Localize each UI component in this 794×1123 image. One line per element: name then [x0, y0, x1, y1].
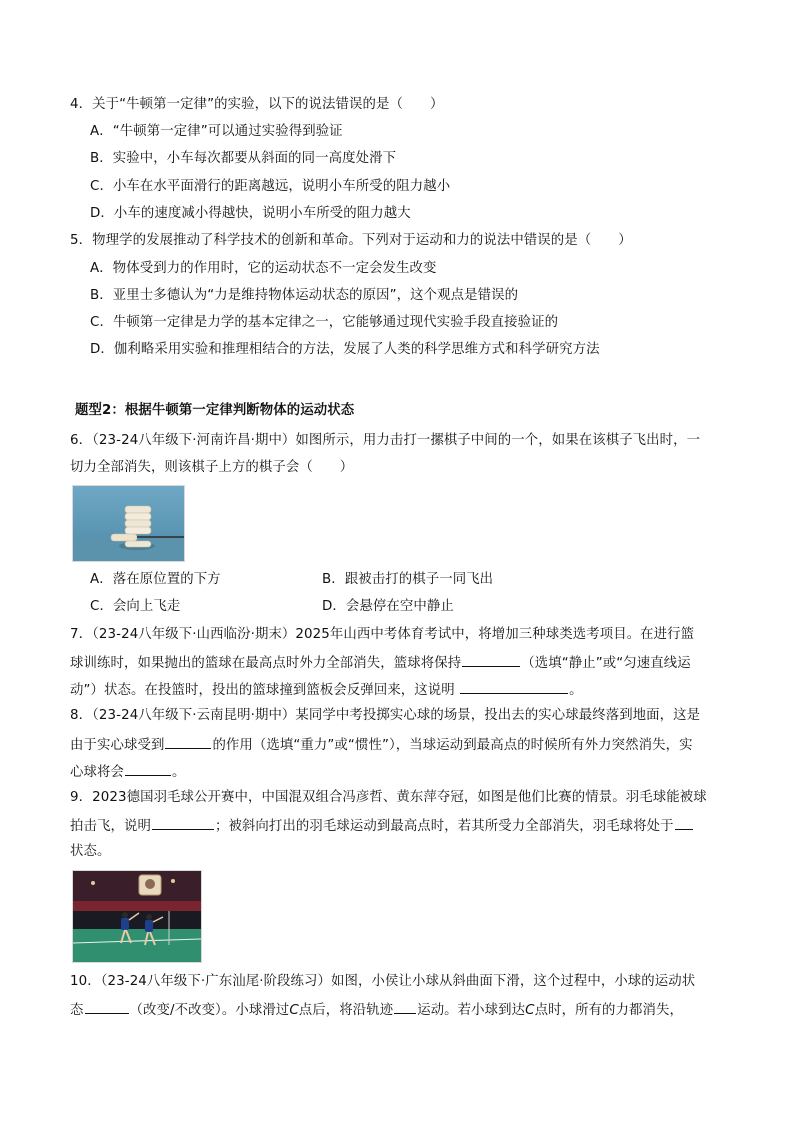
- q7-blank-2[interactable]: [460, 680, 568, 694]
- q6-line1: 6．（23-24八年级下·河南许昌·期中）如图所示，用力击打一摞棋子中间的一个，如果在该棋子飞出时，一: [70, 433, 701, 448]
- q4-option-a: A．“牛顿第一定律”可以通过实验得到验证: [90, 124, 343, 139]
- q10-blank-1[interactable]: [85, 1000, 129, 1014]
- q4-option-b: B．实验中，小车每次都要从斜面的同一高度处滑下: [90, 151, 397, 166]
- q8-line3: [70, 762, 185, 782]
- q8-text-3b: 。: [171, 765, 186, 780]
- q10-point-c: C: [289, 1003, 299, 1018]
- q10-blank-2[interactable]: [394, 1000, 416, 1014]
- q5-option-a: A．物体受到力的作用时，它的运动状态不一定会发生改变: [90, 261, 437, 276]
- q10-text-2e: 点时，所有的力都消失，: [534, 1003, 683, 1018]
- q8-line1: 8．（23-24八年级下·云南昆明·期中）某同学中考投掷实心球的场景，投出去的实心球最终落到地面，这是: [70, 708, 701, 723]
- q5-option-b: B．亚里士多德认为“力是维持物体运动状态的原因”，这个观点是错误的: [90, 288, 519, 303]
- q10-text-2c: 点后，将沿轨迹: [298, 1003, 394, 1018]
- q8-line2: [70, 735, 693, 755]
- q6-option-c: C．会向上飞走: [90, 599, 181, 614]
- chess-stack-image: [72, 485, 185, 562]
- q7-line2: [70, 653, 691, 673]
- q8-blank-1[interactable]: [165, 735, 211, 749]
- q4-option-d: D．小车的速度减小得越快，说明小车所受的阻力越大: [90, 206, 411, 221]
- q5-option-c: C．牛顿第一定律是力学的基本定律之一，它能够通过现代实验手段直接验证的: [90, 315, 559, 330]
- q9-line3: 状态。: [70, 844, 111, 859]
- q8-text-2b: 的作用（选填“重力”或“惯性”），当球运动到最高点的时候所有外力突然消失，实: [212, 738, 693, 753]
- q9-text-2b: ；被斜向打出的羽毛球运动到最高点时，若其所受力全部消失，羽毛球将处于: [214, 819, 674, 834]
- q5-stem: 5．物理学的发展推动了科学技术的创新和革命。下列对于运动和力的说法中错误的是（ ）: [70, 233, 632, 248]
- q6-option-b: B．跟被击打的棋子一同飞出: [322, 572, 494, 587]
- q9-line2: [70, 816, 694, 836]
- q10-line1: 10．（23-24八年级下·广东汕尾·阶段练习）如图，小侯让小球从斜曲面下滑，这个过程中，小球的运动状: [70, 974, 696, 989]
- q8-text-3a: 心球将会: [70, 765, 124, 780]
- q7-text-3b: 。: [569, 683, 583, 698]
- q8-text-2a: 由于实心球受到: [70, 738, 165, 753]
- q10-text-2d: 运动。若小球到达: [417, 1003, 526, 1018]
- q4-stem: 4．关于“牛顿第一定律”的实验，以下的说法错误的是（ ）: [70, 97, 444, 112]
- q10-text-2b: （改变/不改变）。小球滑过: [129, 1003, 290, 1018]
- q7-text-3a: 动”）状态。在投篮时，投出的篮球撞到篮板会反弹回来，这说明: [70, 683, 455, 698]
- q10-text-2a: 态: [70, 1003, 84, 1018]
- q7-text-2b: （选填“静止”或“匀速直线运: [521, 656, 691, 671]
- q9-text-2a: 拍击飞，说明: [70, 819, 151, 834]
- q8-blank-2[interactable]: [125, 762, 171, 776]
- chess-stack-illustration: [73, 486, 184, 561]
- q6-option-d: D．会悬停在空中静止: [322, 599, 454, 614]
- q7-line1: 7．（23-24八年级下·山西临汾·期末）2025年山西中考体育考试中，将增加三种球类选考项目。在进行篮: [70, 627, 695, 642]
- q7-text-2a: 球训练时，如果抛出的篮球在最高点时外力全部消失，篮球将保持: [70, 656, 462, 671]
- q4-option-c: C．小车在水平面滑行的距离越远，说明小车所受的阻力越小: [90, 179, 451, 194]
- q9-blank-1[interactable]: [152, 816, 214, 830]
- q5-option-d: D．伽利略采用实验和推理相结合的方法，发展了人类的科学思维方式和科学研究方法: [90, 342, 600, 357]
- badminton-image: [72, 870, 202, 963]
- q7-blank-1[interactable]: [462, 653, 520, 667]
- q6-option-a: A．落在原位置的下方: [90, 572, 221, 587]
- q10-point-c-2: C: [525, 1003, 535, 1018]
- q6-line2: 切力全部消失，则该棋子上方的棋子会（ ）: [70, 460, 354, 475]
- q9-blank-2[interactable]: [675, 816, 693, 830]
- badminton-illustration: [73, 871, 201, 962]
- section-heading: 题型2：根据牛顿第一定律判断物体的运动状态: [75, 403, 355, 418]
- q10-line2: [70, 1000, 683, 1020]
- q7-line3: [70, 680, 583, 700]
- q9-line1: 9．2023德国羽毛球公开赛中，中国混双组合冯彦哲、黄东萍夺冠，如图是他们比赛的情景。羽毛球能被球: [70, 790, 707, 805]
